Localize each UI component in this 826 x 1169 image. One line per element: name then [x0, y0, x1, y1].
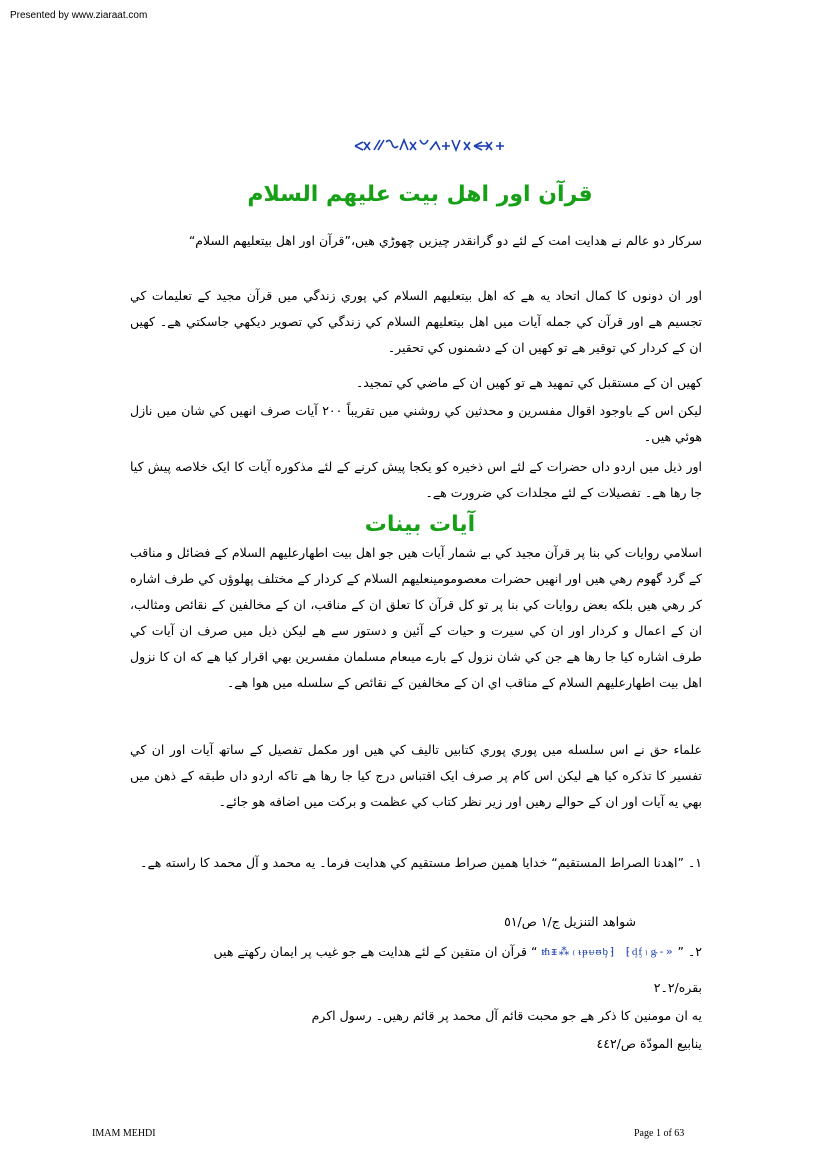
citation-3: ينابيع المودّة ص/٤٤٢: [596, 1036, 702, 1051]
garbled-arabic-glyphs: «-ᵺᵻ⁂₍ᵼᵽᵾᵿᶀ⁆ ⁅ᶁᶂ₎ᶃ: [541, 944, 674, 958]
footer-left: IMAM MEHDI: [92, 1128, 156, 1139]
citation-2: بقره/٢۔٢: [653, 980, 702, 995]
presented-by-text: Presented by www.ziaraat.com: [10, 10, 148, 21]
page-title: قرآن اور اهل بيت عليهم السلام: [247, 182, 593, 207]
footer-page-number: Page 1 of 63: [634, 1128, 685, 1139]
line-3: يه ان مومنين کا ذکر هے جو محبت قائم آل محمد پر قائم رهيں۔ رسول اکرم: [311, 1008, 702, 1023]
body-paragraph-1: اسلامي روايات کي بنا پر قرآن مجيد کي بے شمار آيات هيں جو اهل بيت اطهارعليهم السلام کے فضائل و مناقب کے گرد گھوم رهي هيں اور انهيں حضرات معصومومينعليهم السلام کے کردار کے مختلف پهلوؤں کي طرف اشاره کر رهي هيں بلکه بعض روايات کي بنا پر تو کل قرآن کا تعلق ان کے مناقب، ان کے مخالفين کے نقائص ومثالب، ان کے اعمال و کردار اور ان کي سيرت و حيات کے آئين و دستور سے هے ليکن ذيل ميں صرف ان آيات کي طرف اشاره کيا جا رها هے جن کي شان نزول کے بارے ميںعام مسلمان مفسرين بهي اقرار کيا هے که ان کا نزول اهل بيت اطهارعليهم السلام کے مناقب اي ان کے مخالفين کے نقائص کے سلسله ميں هوا هے۔: [130, 545, 702, 690]
quote-prefix: ٢۔ ”: [677, 943, 702, 959]
body-paragraph-3: ١۔ ”اهدنا الصراط المستقيم“ خدايا همين صراط مستقيم کي هدايت فرما۔ يه محمد و آل محمد کا راسته هے۔: [140, 855, 702, 870]
quote-text: “ قرآن ان متقين کے لئے هدايت هے جو غيب پر ايمان رکھتے هيں: [213, 943, 538, 959]
intro-paragraph-3: کهيں ان کے مستقبل کي تمهيد هے تو کهيں ان کے ماضي کي تمجيد۔: [355, 375, 702, 390]
ornament-glyph-line: [300, 138, 550, 154]
body-paragraph-2: علماء حق نے اس سلسله ميں پوري پوري کتابيں تاليف کي هيں اور مکمل تفصيل کے ساتھ آيات اور ان کي تفسير کا تذکره کيا هے ليکن اس کام پر صرف ايک اقتباس درج کيا جا رها هے تاکه اردو داں طبقه کے ذهن ميں بهي يه آيات اور ان کے حوالے رهيں اور زير نظر کتاب کي عظمت و برکت ميں اضافه هو جائے۔: [130, 742, 702, 809]
intro-paragraph-4: ليکن اس کے باوجود اقوال مفسرين و محدثين کي روشني ميں تقريباً ٢٠٠ آيات صرف انهيں کي شان ميں نازل هوئي هيں۔: [130, 403, 702, 444]
intro-paragraph-2: اور ان دونوں کا کمال اتحاد يه هے که اهل بيتعليهم السلام کي پوري زندگي ميں قرآن مجيد کے تعليمات کي تجسيم هے اور قرآن کي جمله آيات ميں اهل بيتعليهم السلام کي زندگي کي تصوير ديکھي جاسکتي هے۔ کهيں ان کے کردار کي توقير هے تو کهيں ان کے دشمنوں کي تحقير۔: [130, 288, 702, 355]
intro-paragraph-5: اور ذيل ميں اردو داں حضرات کے لئے اس ذخيره کو يکجا پيش کرنے کے لئے مذکوره آيات کا ايک خلاصه پيش کيا جا رها هے۔ تفصيلات کے لئے مجلدات کي ضرورت هے۔: [130, 459, 702, 500]
citation-1: شواهد التنزيل ج/١ ص/٥١: [504, 914, 636, 929]
intro-paragraph-1: سرکار دو عالم نے هدايت امت کے لئے دو گرانقدر چيزيں چھوڑي هيں،”قرآن اور اهل بيتعليهم السلام“: [188, 233, 702, 248]
section-heading: آيات بينات: [364, 512, 476, 537]
quote-line-2: [160, 940, 702, 962]
